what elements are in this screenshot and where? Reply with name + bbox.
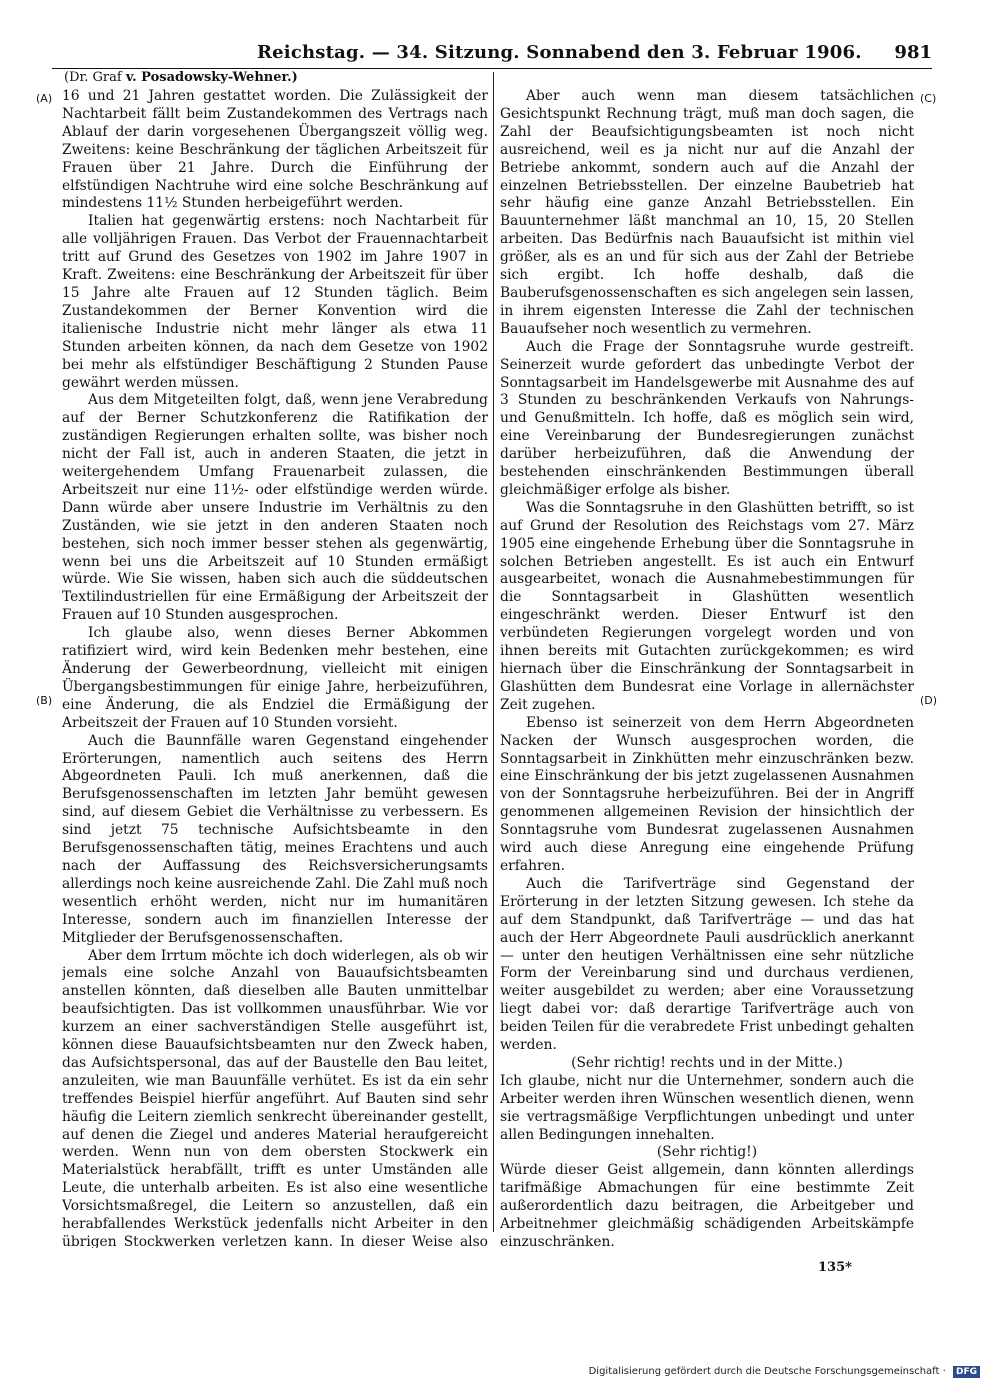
speaker-prefix: (Dr. Graf	[64, 70, 122, 85]
margin-mark-a: (A)	[36, 92, 53, 105]
paragraph: Ebenso ist seinerzeit von dem Herrn Abgeordneten Nacken der Wunsch ausgesprochen worden, die Sonntagsarbeit in Zinkhütten mehr einzuschränken bezw. eine Einschränkung der bis jetzt zugelassenen Ausnahmen von der Sonntagsruhe herbeizuführen. Bei der in Angriff genommenen allgemeinen Revision der hinsichtlich der Sonntagsruhe vom Bundesrat zugelassenen Ausnahmen wird auch diese Anregung eine eingehende Prüfung erfahren.	[500, 714, 914, 874]
paragraph: Ich glaube also, wenn dieses Berner Abkommen ratifiziert wird, wird kein Bedenken mehr bestehen, eine Änderung der Gewerbeordnung, vielleicht mit einigen Übergangsbestimmungen für einige Jahre, herbeizuführen, eine Änderung, die als Endziel die Ermäßigung der Arbeitszeit der Frauen auf 10 Stunden vorsieht.	[62, 625, 488, 731]
margin-mark-d: (D)	[920, 694, 938, 707]
speaker-line	[64, 70, 298, 85]
page-header	[52, 38, 932, 69]
paragraph: Italien hat gegenwärtig erstens: noch Nachtarbeit für alle volljährigen Frauen. Das Verbot der Frauennachtarbeit tritt auf Grund des Gesetzes von 1902 im Jahre 1907 in Kraft. Zweitens: eine Beschränkung der Arbeitszeit für über 15 Jahre alte Frauen auf 12 Stunden täglich. Beim Zustandekommen der Berner Konvention wird die italienische Industrie nicht mehr länger als etwa 11 Stunden arbeiten können, da nach dem Gesetze von 1902 bei mehr als elfstündiger Beschäftigung 2 Stunden Pause gewährt werden müssen.	[62, 213, 488, 391]
paragraph: Was die Sonntagsruhe in den Glashütten betrifft, so ist auf Grund der Resolution des Reichstags vom 27. März 1905 eine eingehende Erhebung über die Sonntagsruhe in solchen Betrieben angestellt. Es ist auch ein Entwurf ausgearbeitet, wonach die Ausnahmebestimmungen für die Sonntagsarbeit in Glashütten wesentlich eingeschränkt werden. Dieser Entwurf ist den verbündeten Regierungen vorgelegt worden und von ihnen bereits mit Gutachten zurückgekommen; es wird hiernach über die Einschränkung der Sonntagsarbeit in Glashütten dem Bundesrat eine Vorlage in allernächster Zeit zugehen.	[500, 499, 914, 713]
paragraph: Aber dem Irrtum möchte ich doch widerlegen, als ob wir jemals eine solche Anzahl von Bauaufsichtsbeamten anstellen könnten, daß dieselben alle Bauten unmittelbar beaufsichtigten. Das ist vollkommen unausführbar. Wie vor kurzem an einer sachverständigen Stelle ausgeführt ist, können diese Bauaufsichtsbeamten nur den Zweck haben, das Aufsichtspersonal, das auf der Baustelle den Bau leitet, anzuleiten, wie man Bauunfälle verhütet. Es ist da ein sehr treffendes Beispiel hierfür angeführt. Auf Bauten sind sehr häufig die Leitern ziemlich senkrecht übereinander gestellt, auf denen die Ziegel und anderes Material heraufgereicht werden. Wenn nun von dem obersten Stockwerk ein Materialstück herabfällt, trifft es unter Umständen alle Leute, die unterhalb arbeiten. Es ist also eine wesentliche Vorsichtsmaßregel, die Leitern so anzustellen, daß ein herabfallendes Werkstück jedenfalls nicht Arbeiter in den übrigen Stockwerken verletzen kann. In dieser Weise also	[62, 947, 488, 1248]
right-column	[500, 88, 914, 1248]
paragraph: Auch die Baunnfälle waren Gegenstand eingehender Erörterungen, namentlich auch seitens des Herrn Abgeordneten Pauli. Ich muß anerkennen, daß die Berufsgenossenschaften im letzten Jahr bemüht gewesen sind, auf diesem Gebiet die Verhältnisse zu verbessern. Es sind jetzt 75 technische Aufsichtsbeamte in den Berufsgenossenschaften tätig, meines Erachtens und auch nach der Auffassung des Reichsversicherungsamts allerdings noch keine ausreichende Zahl. Die Zahl muß noch wesentlich erhöht werden, nicht nur im humanitären Interesse, sondern auch im finanziellen Interesse der Mitglieder der Berufsgenossenschaften.	[62, 732, 488, 946]
digitization-footer	[500, 1366, 980, 1380]
interjection: (Sehr richtig!)	[656, 1144, 758, 1161]
paragraph: Aber auch wenn man diesem tatsächlichen Gesichtspunkt Rechnung trägt, muß man doch sagen, die Zahl der Beaufsichtigungsbeamten ist noch nicht ausreichend, weil es ja nicht nur auf die Anzahl der Betriebe ankommt, sondern auch auf die Anzahl der einzelnen Betriebsstellen. Der einzelne Baubetrieb hat sehr häufig eine ganze Anzahl Betriebsstellen. Ein Bauunternehmer läßt manchmal an 10, 15, 20 Stellen arbeiten. Das Bedürfnis nach Bauaufsicht ist mithin viel größer, als es an und für sich aus der Zahl der Betriebe sich ergibt. Ich hoffe deshalb, daß die Bauberufsgenossenschaften es sich angelegen sein lassen, in ihrem eigensten Interesse die Zahl der technischen Bauaufseher noch wesentlich zu vermehren.	[500, 88, 914, 337]
dfg-logo-icon: DFG	[953, 1366, 980, 1378]
paragraph: Auch die Frage der Sonntagsruhe wurde gestreift. Seinerzeit wurde gefordert das unbedingte Verbot der Sonntagsarbeit im Handelsgewerbe mit Ausnahme des auf 3 Stunden zu beschränkenden Verkaufs von Nahrungs- und Genußmitteln. Ich hoffe, daß es möglich sein wird, eine Vereinbarung der Bundesregierungen zunächst darüber herbeizuführen, daß die Anwendung der bestehenden einschränkenden Bestimmungen überall gleichmäßiger erfolge als bisher.	[500, 338, 914, 498]
paragraph: Ich glaube, nicht nur die Unternehmer, sondern auch die Arbeiter werden ihren Wünschen wesentlich dienen, wenn sie vertragsmäßige Verpflichtungen unbedingt und unter allen Bedingungen innehalten.	[500, 1072, 914, 1143]
left-column	[62, 88, 488, 1248]
margin-mark-b: (B)	[36, 694, 53, 707]
signature-mark: 135*	[818, 1260, 852, 1275]
paragraph: Würde dieser Geist allgemein, dann könnten allerdings tarifmäßige Abmachungen für eine bestimmte Zeit außerordentlich dazu beitragen, die Arbeitgeber und Arbeitnehmer gleichmäßig schädigenden Arbeitskämpfe einzuschränken.	[500, 1162, 914, 1248]
paragraph: 16 und 21 Jahren gestattet worden. Die Zulässigkeit der Nachtarbeit fällt beim Zustandekommen des Vertrags nach Ablauf der darin vorgesehenen Übergangszeit völlig weg. Zweitens: keine Beschränkung der täglichen Arbeitszeit für Frauen über 21 Jahre. Durch die Einführung der elfstündigen Nachtruhe wird eine solche Beschränkung auf mindestens 11½ Stunden herbeigeführt werden.	[62, 88, 488, 212]
column-divider	[493, 72, 494, 1232]
paragraph: Auch die Tarifverträge sind Gegenstand der Erörterung in der letzten Sitzung gewesen. Ich stehe da auf dem Standpunkt, daß Tarifverträge — und das hat auch der Herr Abgeordnete Pauli ausdrücklich anerkannt — unter den heutigen Verhältnissen eine sehr nützliche Form der Vereinbarung sind und durchaus verdienen, weiter ausgebildet zu werden; aber eine Voraussetzung liegt dabei vor: daß derartige Tarifverträge auch von beiden Teilen für die verabredete Frist unbedingt gehalten werden.	[500, 875, 914, 1054]
interjection: (Sehr richtig! rechts und in der Mitte.)	[571, 1054, 843, 1071]
margin-mark-c: (C)	[920, 92, 937, 105]
page-title: Reichstag. — 34. Sitzung. Sonnabend den 3. Februar 1906.	[257, 42, 862, 63]
page-number: 981	[894, 42, 932, 63]
speaker-name: v. Posadowsky-Wehner.)	[125, 70, 298, 85]
footer-text: Digitalisierung gefördert durch die Deutsche Forschungsgemeinschaft ·	[588, 1366, 946, 1377]
paragraph: Aus dem Mitgeteilten folgt, daß, wenn jene Verabredung auf der Berner Schutzkonferenz die Ratifikation der zuständigen Regierungen erhalten sollte, was bisher noch nicht der Fall ist, auch in anderen Staaten, die jetzt in weitergehendem Umfang Frauenarbeit zulassen, die Arbeitszeit nur eine 11½- oder elfstündige werden würde. Dann würde aber unsere Industrie im Verhältnis zu den Zuständen, wie sie jetzt in den anderen Staaten noch bestehen, sich noch immer besser stehen als gegenwärtig, wenn bei uns die Arbeitszeit auf 10 Stunden ermäßigt würde. Wie Sie wissen, haben sich auch die süddeutschen Textilindustriellen für eine Ermäßigung der Arbeitszeit der Frauen auf 10 Stunden ausgesprochen.	[62, 392, 488, 624]
